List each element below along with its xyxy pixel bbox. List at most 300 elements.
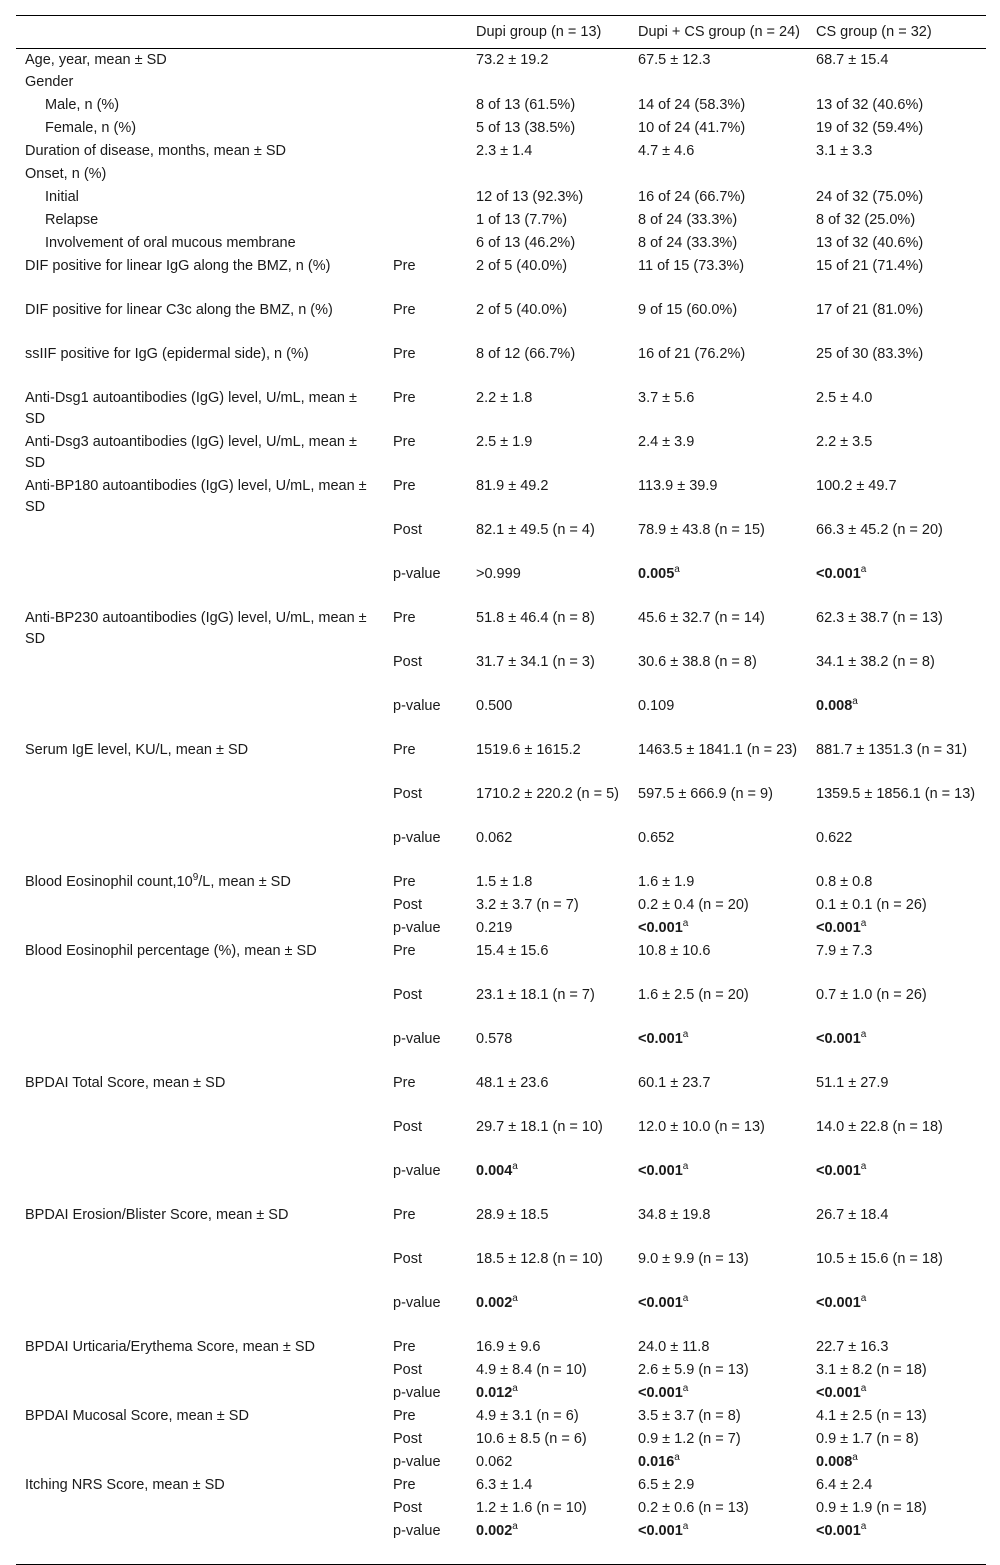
cell-cs-group: 13 of 32 (40.6%): [816, 96, 924, 113]
row-label: Involvement of oral mucous membrane: [45, 234, 296, 251]
row-label: Anti-Dsg3 autoantibodies (IgG) level, U/mL, mean ± SD: [25, 433, 357, 471]
header-cs-group: CS group (n = 32): [816, 24, 932, 40]
cell-dupi-cs-group: 0.652: [638, 829, 675, 846]
cell-dupi-cs-group: 9.0 ± 9.9 (n = 13): [638, 1250, 749, 1267]
cell-dupi-group: 2.2 ± 1.8: [476, 389, 533, 406]
cell-cs-group: [807, 72, 986, 95]
cell-cs-group: [807, 1521, 986, 1565]
row-timepoint: [384, 118, 467, 141]
significance-marker: a: [860, 1382, 867, 1394]
table-row: [16, 1249, 986, 1293]
cell-dupi-group: 0.062: [476, 829, 513, 846]
row-timepoint: p-value: [393, 1522, 441, 1539]
row-label: [16, 652, 384, 696]
significant-value: 0.008: [816, 697, 853, 714]
row-label: Duration of disease, months, mean ± SD: [25, 142, 287, 159]
cell-dupi-group: [467, 1521, 629, 1565]
cell-dupi-cs-group: [629, 1452, 807, 1475]
cell-cs-group: [807, 1293, 986, 1337]
row-label: [16, 1429, 384, 1452]
table-row: [16, 1161, 986, 1205]
cell-dupi-group: [467, 1161, 629, 1205]
significant-value: 0.005: [638, 565, 675, 582]
row-label: Relapse: [45, 211, 99, 228]
row-label: [16, 918, 384, 941]
row-label: [16, 828, 384, 872]
significance-marker: a: [682, 1520, 689, 1532]
cell-dupi-group: 5 of 13 (38.5%): [476, 119, 576, 136]
cell-cs-group: [807, 696, 986, 740]
cell-dupi-cs-group: 11 of 15 (73.3%): [638, 257, 745, 274]
cell-dupi-group: 0.578: [476, 1030, 513, 1047]
cell-dupi-group: >0.999: [476, 565, 521, 582]
cell-dupi-cs-group: [629, 1383, 807, 1406]
cell-cs-group: [807, 918, 986, 941]
row-label: [16, 1452, 384, 1475]
row-timepoint: Pre: [393, 609, 416, 626]
cell-cs-group: 34.1 ± 38.2 (n = 8): [816, 653, 935, 670]
significance-marker: a: [682, 1160, 689, 1172]
significant-value: <0.001: [816, 1522, 861, 1539]
cell-dupi-group: 15.4 ± 15.6: [476, 942, 549, 959]
significant-value: 0.012: [476, 1384, 513, 1401]
cell-dupi-group: 8 of 12 (66.7%): [476, 345, 576, 362]
row-timepoint: [384, 187, 467, 210]
row-label: [16, 1360, 384, 1383]
cell-dupi-cs-group: 2.6 ± 5.9 (n = 13): [638, 1361, 749, 1378]
row-timepoint: Pre: [393, 345, 416, 362]
cell-cs-group: 1359.5 ± 1856.1 (n = 13): [816, 785, 976, 802]
cell-dupi-group: [467, 164, 629, 187]
cell-dupi-cs-group: 14 of 24 (58.3%): [638, 96, 746, 113]
table-row: [16, 49, 986, 72]
cell-cs-group: 100.2 ± 49.7: [816, 477, 897, 494]
significance-marker: a: [674, 1451, 680, 1463]
significant-value: 0.016: [638, 1453, 675, 1470]
header-dupi-cs-group: Dupi + CS group (n = 24): [638, 24, 801, 40]
table-body: [16, 49, 986, 1565]
cell-cs-group: 0.622: [816, 829, 853, 846]
table-row: [16, 72, 986, 95]
cell-dupi-cs-group: 0.109: [638, 697, 675, 714]
cell-dupi-cs-group: 16 of 24 (66.7%): [638, 188, 746, 205]
significant-value: 0.002: [476, 1294, 513, 1311]
significant-value: <0.001: [816, 919, 861, 936]
cell-dupi-cs-group: 6.5 ± 2.9: [638, 1476, 695, 1493]
cell-cs-group: 51.1 ± 27.9: [816, 1074, 889, 1091]
row-label: [16, 1029, 384, 1073]
significant-value: 0.004: [476, 1162, 513, 1179]
table-row: [16, 1073, 986, 1117]
row-label: Age, year, mean ± SD: [25, 52, 167, 68]
cell-dupi-group: 0.500: [476, 697, 513, 714]
row-timepoint: Pre: [393, 1338, 416, 1355]
row-label: ssIIF positive for IgG (epidermal side), n (%): [25, 345, 309, 362]
cell-dupi-cs-group: 16 of 21 (76.2%): [638, 345, 746, 362]
cell-dupi-cs-group: 34.8 ± 19.8: [638, 1206, 711, 1223]
significance-marker: a: [512, 1292, 518, 1304]
row-timepoint: [384, 233, 467, 256]
table-row: [16, 1475, 986, 1498]
cell-cs-group: 17 of 21 (81.0%): [816, 301, 924, 318]
cell-cs-group: 0.8 ± 0.8: [816, 873, 873, 890]
cell-dupi-group: 81.9 ± 49.2: [476, 477, 549, 494]
row-timepoint: Pre: [393, 389, 416, 406]
cell-dupi-cs-group: [629, 72, 807, 95]
table-row: [16, 652, 986, 696]
significance-marker: a: [852, 1451, 858, 1463]
row-timepoint: Pre: [393, 257, 416, 274]
significant-value: <0.001: [638, 1294, 683, 1311]
cell-cs-group: 8 of 32 (25.0%): [816, 211, 916, 228]
row-label: DIF positive for linear IgG along the BMZ, n (%): [25, 257, 331, 274]
significant-value: <0.001: [638, 1162, 683, 1179]
row-timepoint: Pre: [393, 433, 416, 450]
row-timepoint: Pre: [393, 301, 416, 318]
table-row: [16, 300, 986, 344]
cell-dupi-group: 3.2 ± 3.7 (n = 7): [476, 896, 579, 913]
cell-dupi-cs-group: 10.8 ± 10.6: [638, 942, 711, 959]
cell-cs-group: [807, 1161, 986, 1205]
table-row: [16, 344, 986, 388]
row-timepoint: p-value: [393, 1384, 441, 1401]
table-row: [16, 1117, 986, 1161]
table-header: [16, 16, 986, 49]
row-label: Anti-Dsg1 autoantibodies (IgG) level, U/mL, mean ± SD: [25, 389, 357, 427]
row-timepoint: p-value: [393, 697, 441, 714]
cell-cs-group: 68.7 ± 15.4: [816, 52, 889, 68]
row-timepoint: Post: [393, 785, 423, 802]
cell-cs-group: 0.7 ± 1.0 (n = 26): [816, 986, 927, 1003]
row-label: DIF positive for linear C3c along the BMZ, n (%): [25, 301, 333, 318]
row-label: [16, 872, 384, 895]
cell-cs-group: 0.9 ± 1.9 (n = 18): [816, 1499, 927, 1516]
table-row: [16, 210, 986, 233]
cell-dupi-group: 1 of 13 (7.7%): [476, 211, 568, 228]
cell-cs-group: 3.1 ± 8.2 (n = 18): [816, 1361, 927, 1378]
cell-dupi-group: 4.9 ± 8.4 (n = 10): [476, 1361, 587, 1378]
cell-dupi-cs-group: 3.5 ± 3.7 (n = 8): [638, 1407, 741, 1424]
row-label: Onset, n (%): [25, 165, 107, 182]
table-row: [16, 1205, 986, 1249]
row-label: Itching NRS Score, mean ± SD: [25, 1476, 225, 1493]
table-row: [16, 187, 986, 210]
row-label: [16, 1293, 384, 1337]
significance-marker: a: [860, 1520, 867, 1532]
cell-dupi-cs-group: 0.2 ± 0.6 (n = 13): [638, 1499, 749, 1516]
row-label: [16, 1383, 384, 1406]
significant-value: <0.001: [816, 1294, 861, 1311]
cell-dupi-cs-group: [629, 164, 807, 187]
row-timepoint: [384, 141, 467, 164]
cell-cs-group: 24 of 32 (75.0%): [816, 188, 924, 205]
row-timepoint: p-value: [393, 1453, 441, 1470]
cell-cs-group: 10.5 ± 15.6 (n = 18): [816, 1250, 943, 1267]
table-row: [16, 233, 986, 256]
cell-dupi-group: 8 of 13 (61.5%): [476, 96, 576, 113]
row-label: [16, 784, 384, 828]
cell-dupi-cs-group: 4.7 ± 4.6: [638, 142, 695, 159]
cell-dupi-group: 2.5 ± 1.9: [476, 433, 533, 450]
significant-value: <0.001: [816, 565, 861, 582]
cell-dupi-group: [467, 72, 629, 95]
row-timepoint: Pre: [393, 1074, 416, 1091]
row-timepoint: Post: [393, 896, 423, 913]
row-label: [16, 1161, 384, 1205]
cell-dupi-group: 0.062: [476, 1453, 513, 1470]
results-table: [16, 15, 986, 1565]
cell-dupi-cs-group: [629, 918, 807, 941]
cell-dupi-group: 2.3 ± 1.4: [476, 142, 533, 159]
cell-cs-group: 66.3 ± 45.2 (n = 20): [816, 521, 943, 538]
cell-dupi-cs-group: [629, 564, 807, 608]
row-label: BPDAI Mucosal Score, mean ± SD: [25, 1407, 249, 1424]
significance-marker: a: [860, 1160, 867, 1172]
row-label: Anti-BP230 autoantibodies (IgG) level, U/mL, mean ± SD: [25, 609, 367, 647]
cell-cs-group: 26.7 ± 18.4: [816, 1206, 889, 1223]
cell-dupi-group: 10.6 ± 8.5 (n = 6): [476, 1430, 587, 1447]
table-row: [16, 1498, 986, 1521]
row-label: Initial: [45, 188, 79, 205]
table-row: [16, 564, 986, 608]
cell-cs-group: 13 of 32 (40.6%): [816, 234, 924, 251]
cell-dupi-group: 0.219: [476, 919, 513, 936]
table-row: [16, 1337, 986, 1360]
significance-marker: a: [860, 1292, 867, 1304]
row-timepoint: [384, 210, 467, 233]
row-label-text: /L, mean ± SD: [198, 873, 291, 890]
table-row: [16, 608, 986, 652]
table-row: [16, 141, 986, 164]
cell-dupi-group: [467, 1293, 629, 1337]
row-label: [16, 1521, 384, 1565]
cell-dupi-group: 51.8 ± 46.4 (n = 8): [476, 609, 595, 626]
cell-cs-group: 25 of 30 (83.3%): [816, 345, 924, 362]
row-timepoint: p-value: [393, 1162, 441, 1179]
significance-marker: a: [512, 1520, 518, 1532]
cell-cs-group: 0.9 ± 1.7 (n = 8): [816, 1430, 919, 1447]
significant-value: 0.002: [476, 1522, 513, 1539]
row-label: BPDAI Urticaria/Erythema Score, mean ± SD: [25, 1338, 315, 1355]
significance-marker: a: [674, 563, 680, 575]
table-row: [16, 1293, 986, 1337]
table-row: [16, 520, 986, 564]
significance-marker: a: [682, 1382, 689, 1394]
header-dupi-group: Dupi group (n = 13): [476, 24, 602, 40]
cell-dupi-group: 1.2 ± 1.6 (n = 10): [476, 1499, 587, 1516]
cell-dupi-group: 2 of 5 (40.0%): [476, 301, 568, 318]
cell-dupi-cs-group: 597.5 ± 666.9 (n = 9): [638, 785, 773, 802]
cell-dupi-cs-group: 10 of 24 (41.7%): [638, 119, 746, 136]
cell-cs-group: 7.9 ± 7.3: [816, 942, 873, 959]
cell-dupi-group: 29.7 ± 18.1 (n = 10): [476, 1118, 603, 1135]
cell-dupi-cs-group: 8 of 24 (33.3%): [638, 211, 738, 228]
cell-dupi-cs-group: 1.6 ± 2.5 (n = 20): [638, 986, 749, 1003]
cell-dupi-cs-group: 0.2 ± 0.4 (n = 20): [638, 896, 749, 913]
cell-cs-group: 14.0 ± 22.8 (n = 18): [816, 1118, 943, 1135]
cell-dupi-cs-group: 78.9 ± 43.8 (n = 15): [638, 521, 765, 538]
cell-dupi-group: 18.5 ± 12.8 (n = 10): [476, 1250, 603, 1267]
cell-cs-group: 19 of 32 (59.4%): [816, 119, 924, 136]
cell-cs-group: [807, 564, 986, 608]
significance-marker: a: [860, 563, 867, 575]
cell-dupi-group: 28.9 ± 18.5: [476, 1206, 549, 1223]
row-label: [16, 520, 384, 564]
significant-value: <0.001: [816, 1162, 861, 1179]
cell-cs-group: 881.7 ± 1351.3 (n = 31): [816, 741, 968, 758]
table-row: [16, 432, 986, 476]
header-timepoint: [384, 16, 467, 49]
cell-dupi-group: 73.2 ± 19.2: [476, 52, 549, 68]
cell-dupi-cs-group: [629, 1161, 807, 1205]
row-timepoint: Pre: [393, 741, 416, 758]
cell-dupi-cs-group: 1.6 ± 1.9: [638, 873, 695, 890]
significant-value: <0.001: [638, 1384, 683, 1401]
cell-cs-group: 15 of 21 (71.4%): [816, 257, 924, 274]
table-row: [16, 828, 986, 872]
row-timepoint: p-value: [393, 1294, 441, 1311]
cell-dupi-group: 6.3 ± 1.4: [476, 1476, 533, 1493]
cell-dupi-cs-group: 8 of 24 (33.3%): [638, 234, 738, 251]
significance-marker: a: [512, 1382, 518, 1394]
row-timepoint: Post: [393, 986, 423, 1003]
significant-value: <0.001: [816, 1030, 861, 1047]
row-label: Serum IgE level, KU/L, mean ± SD: [25, 741, 249, 758]
table-row: [16, 1429, 986, 1452]
cell-dupi-group: 12 of 13 (92.3%): [476, 188, 584, 205]
table-row: [16, 918, 986, 941]
row-label: [16, 1498, 384, 1521]
cell-dupi-cs-group: 1463.5 ± 1841.1 (n = 23): [638, 741, 798, 758]
cell-dupi-group: 4.9 ± 3.1 (n = 6): [476, 1407, 579, 1424]
cell-dupi-group: 16.9 ± 9.6: [476, 1338, 541, 1355]
table-row: [16, 985, 986, 1029]
row-label: [16, 1249, 384, 1293]
table-row: [16, 740, 986, 784]
table-row: [16, 1452, 986, 1475]
significance-marker: a: [682, 917, 689, 929]
row-label: [16, 1117, 384, 1161]
significance-marker: a: [682, 1028, 689, 1040]
table-row: [16, 476, 986, 520]
cell-cs-group: 2.5 ± 4.0: [816, 389, 873, 406]
row-label: BPDAI Total Score, mean ± SD: [25, 1074, 226, 1091]
row-label: Female, n (%): [45, 119, 137, 136]
cell-dupi-group: 2 of 5 (40.0%): [476, 257, 568, 274]
cell-dupi-group: 31.7 ± 34.1 (n = 3): [476, 653, 595, 670]
table-row: [16, 872, 986, 895]
cell-cs-group: 2.2 ± 3.5: [816, 433, 873, 450]
cell-dupi-cs-group: [629, 1293, 807, 1337]
significant-value: <0.001: [638, 919, 683, 936]
cell-dupi-cs-group: 3.7 ± 5.6: [638, 389, 695, 406]
table-row: [16, 895, 986, 918]
row-timepoint: [384, 164, 467, 187]
row-timepoint: Pre: [393, 1206, 416, 1223]
cell-cs-group: 6.4 ± 2.4: [816, 1476, 873, 1493]
cell-dupi-group: 6 of 13 (46.2%): [476, 234, 576, 251]
cell-dupi-cs-group: 45.6 ± 32.7 (n = 14): [638, 609, 765, 626]
row-label-text: Blood Eosinophil count,10: [25, 873, 193, 890]
table-row: [16, 1406, 986, 1429]
row-label: Male, n (%): [45, 96, 120, 113]
cell-cs-group: 62.3 ± 38.7 (n = 13): [816, 609, 943, 626]
row-timepoint: p-value: [393, 919, 441, 936]
cell-dupi-cs-group: 24.0 ± 11.8: [638, 1338, 710, 1355]
cell-dupi-cs-group: 30.6 ± 38.8 (n = 8): [638, 653, 757, 670]
table-row: [16, 388, 986, 432]
table-row: [16, 256, 986, 300]
row-timepoint: p-value: [393, 829, 441, 846]
table-row: [16, 1383, 986, 1406]
cell-dupi-cs-group: 113.9 ± 39.9: [638, 477, 718, 494]
row-timepoint: Post: [393, 521, 423, 538]
row-timepoint: Pre: [393, 942, 416, 959]
row-timepoint: Pre: [393, 1407, 416, 1424]
cell-dupi-cs-group: 9 of 15 (60.0%): [638, 301, 738, 318]
row-timepoint: [384, 49, 467, 72]
significant-value: <0.001: [638, 1522, 683, 1539]
row-timepoint: Post: [393, 1430, 423, 1447]
cell-cs-group: 4.1 ± 2.5 (n = 13): [816, 1407, 927, 1424]
row-label: BPDAI Erosion/Blister Score, mean ± SD: [25, 1206, 289, 1223]
row-label: Gender: [25, 73, 74, 90]
cell-dupi-group: 82.1 ± 49.5 (n = 4): [476, 521, 595, 538]
row-timepoint: [384, 95, 467, 118]
row-label-superscript: 9: [192, 871, 199, 883]
cell-dupi-cs-group: 60.1 ± 23.7: [638, 1074, 711, 1091]
cell-cs-group: 3.1 ± 3.3: [816, 142, 873, 159]
significance-marker: a: [682, 1292, 689, 1304]
row-timepoint: Post: [393, 1118, 423, 1135]
significant-value: 0.008: [816, 1453, 853, 1470]
table-row: [16, 164, 986, 187]
cell-cs-group: [807, 1452, 986, 1475]
significant-value: <0.001: [638, 1030, 683, 1047]
significance-marker: a: [860, 917, 867, 929]
row-timepoint: p-value: [393, 565, 441, 582]
table-row: [16, 95, 986, 118]
table-row: [16, 1029, 986, 1073]
cell-dupi-group: 1710.2 ± 220.2 (n = 5): [476, 785, 619, 802]
cell-dupi-cs-group: [629, 1521, 807, 1565]
row-timepoint: Post: [393, 1361, 423, 1378]
cell-cs-group: [807, 164, 986, 187]
significance-marker: a: [852, 695, 858, 707]
cell-cs-group: 0.1 ± 0.1 (n = 26): [816, 896, 927, 913]
cell-dupi-group: 1.5 ± 1.8: [476, 873, 533, 890]
row-label: [16, 564, 384, 608]
cell-dupi-group: [467, 1383, 629, 1406]
table-row: [16, 1360, 986, 1383]
cell-cs-group: [807, 1029, 986, 1073]
table-row: [16, 118, 986, 141]
table-row: [16, 784, 986, 828]
row-timepoint: Post: [393, 653, 423, 670]
cell-cs-group: [807, 1383, 986, 1406]
table-row: [16, 1521, 986, 1565]
cell-dupi-group: 1519.6 ± 1615.2: [476, 741, 581, 758]
row-label: [16, 985, 384, 1029]
row-timepoint: Pre: [393, 873, 416, 890]
row-label: Anti-BP180 autoantibodies (IgG) level, U/mL, mean ± SD: [25, 477, 367, 515]
row-timepoint: p-value: [393, 1030, 441, 1047]
row-timepoint: Pre: [393, 1476, 416, 1493]
cell-dupi-cs-group: 12.0 ± 10.0 (n = 13): [638, 1118, 765, 1135]
table-row: [16, 696, 986, 740]
row-timepoint: [384, 72, 467, 95]
header-label: [16, 16, 384, 49]
